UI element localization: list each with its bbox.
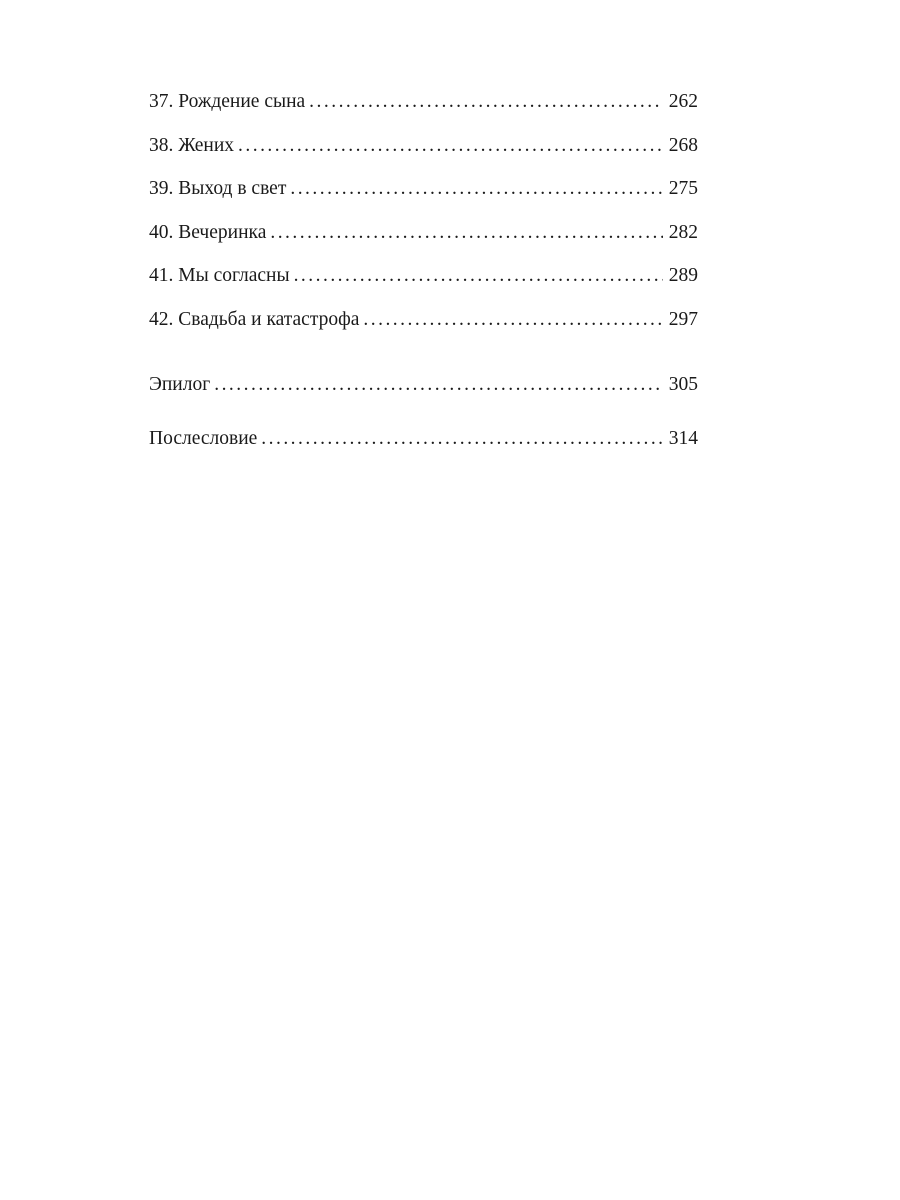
toc-entry-chapter-38 (149, 132, 698, 160)
toc-entry-chapter-41 (149, 262, 698, 290)
toc-entry-page: 289 (663, 262, 698, 290)
toc-entry-title: 41. Мы согласны (149, 262, 294, 290)
toc-entry-chapter-42 (149, 306, 698, 334)
toc-entry-title: 37. Рождение сына (149, 88, 309, 116)
dot-leader (309, 88, 663, 116)
toc-entry-page: 297 (663, 306, 698, 334)
toc-entry-chapter-37 (149, 88, 698, 116)
toc-entry-chapter-40 (149, 219, 698, 247)
toc-entry-page: 275 (663, 175, 698, 203)
toc-entry-page: 305 (663, 371, 698, 399)
toc-entry-page: 268 (663, 132, 698, 160)
toc-entry-epilogue (149, 371, 698, 399)
dot-leader (214, 371, 663, 399)
toc-entry-title: Эпилог (149, 371, 214, 399)
dot-leader (261, 425, 662, 453)
dot-leader (238, 132, 663, 160)
toc-entry-afterword (149, 425, 698, 453)
dot-leader (290, 175, 662, 203)
toc-entry-title: 42. Свадьба и катастрофа (149, 306, 363, 334)
dot-leader (363, 306, 662, 334)
dot-leader (294, 262, 663, 290)
toc-entry-title: Послесловие (149, 425, 261, 453)
toc-entry-title: 39. Выход в свет (149, 175, 290, 203)
toc-entry-page: 282 (663, 219, 698, 247)
toc-entry-title: 40. Вечеринка (149, 219, 270, 247)
toc-entry-title: 38. Жених (149, 132, 238, 160)
toc-entry-page: 314 (663, 425, 698, 453)
toc-entry-page: 262 (663, 88, 698, 116)
dot-leader (270, 219, 662, 247)
toc-entry-chapter-39 (149, 175, 698, 203)
